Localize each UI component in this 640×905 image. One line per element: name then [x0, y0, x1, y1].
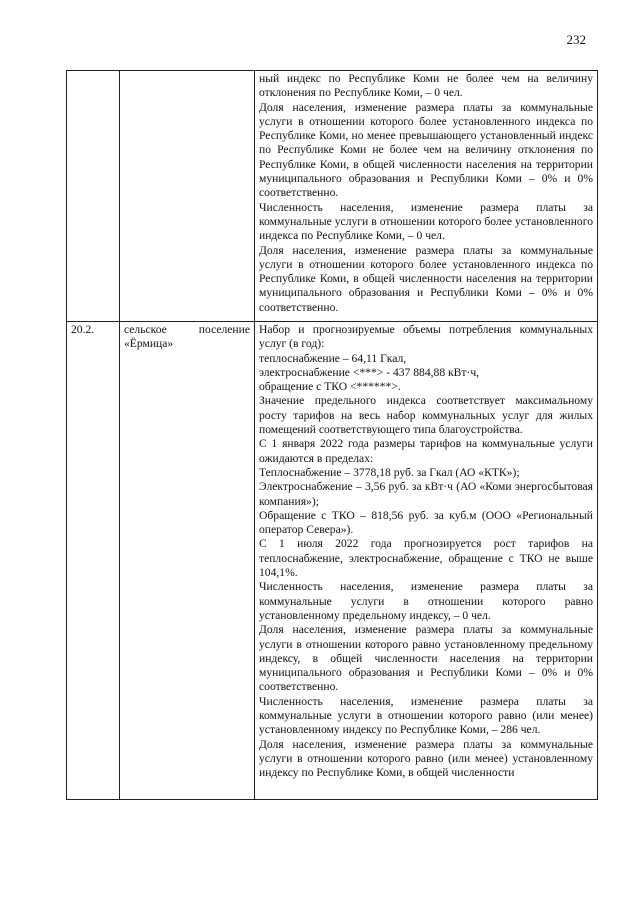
paragraph: электроснабжение <***> - 437 884,88 кВт·ч, — [259, 365, 480, 379]
paragraph: Доля населения, изменение размера платы за коммунальные услуги в отношении которого равно (или менее) установленному индексу по Республике Коми, в общей численности — [259, 737, 593, 780]
paragraph: Численность населения, изменение размера платы за коммунальные услуги в отношении которого равно (или менее) установленному индексу по Республике Коми, – 286 чел. — [259, 694, 593, 737]
paragraph: С 1 июля 2022 года прогнозируется рост тарифов на теплоснабжение, электроснабжение, обращение с ТКО не выше 104,1%. — [259, 537, 593, 580]
paragraph: ный индекс по Республике Коми не более чем на величину отклонения по Республике Коми, – 0 чел. — [259, 72, 593, 100]
paragraph: Доля населения, изменение размера платы за коммунальные услуги в отношении которого равно установленному предельному индексу, в общей численности населения на территории муниципального образования и Республики Коми – 0% и 0% соответственно. — [259, 623, 593, 694]
paragraph: Электроснабжение – 3,56 руб. за кВт·ч (АО «Коми энергосбытовая компания»); — [259, 480, 593, 508]
settlement-name-cell — [120, 322, 255, 800]
document-table — [66, 70, 598, 800]
paragraph: Обращение с ТКО – 818,56 руб. за куб.м (ООО «Региональный оператор Севера»). — [259, 508, 593, 537]
paragraph: Теплоснабжение – 3778,18 руб. за Гкал (АО «КТК»); — [259, 465, 520, 479]
paragraph: С 1 января 2022 года размеры тарифов на коммунальные услуги ожидаются в пределах: — [259, 437, 593, 465]
paragraph: Значение предельного индекса соответствует максимальному росту тарифов на весь набор коммунальных услуг для жилых помещений соответствующего типа благоустройства. — [259, 394, 593, 437]
settlement-name-word: поселение — [198, 323, 250, 336]
paragraph: обращение с ТКО <******>. — [259, 380, 401, 394]
settlement-name-line — [124, 323, 250, 337]
paragraph: Численность населения, изменение размера платы за коммунальные услуги в отношении которого равно установленному предельному индексу, – 0 чел. — [259, 580, 593, 622]
description-cell — [255, 71, 598, 322]
description-cell — [255, 322, 598, 800]
paragraph: Набор и прогнозируемые объемы потребления коммунальных услуг (в год): — [259, 323, 593, 351]
paragraph: теплоснабжение – 64,11 Гкал, — [259, 351, 407, 365]
row-number-cell: 20.2. — [67, 322, 120, 800]
row-number-cell — [67, 71, 120, 322]
paragraph: Доля населения, изменение размера платы за коммунальные услуги в отношении которого более установленного индекса по Республике Коми, но менее превышающего установленный индекс по Республике Коми не более чем на величину отклонения по Республике Коми, в общей численности населения на территории муниципального образования и Республики Коми – 0% и 0% соответственно. — [259, 100, 593, 200]
settlement-name: «Ёрмица» — [124, 337, 174, 351]
table-row — [67, 322, 598, 800]
paragraph: Доля населения, изменение размера платы за коммунальные услуги в отношении которого более установленного индекса по Республике Коми, в общей численности населения на территории муниципального образования и Республики Коми – 0% и 0% соответственно. — [259, 243, 593, 314]
table-row — [67, 71, 598, 322]
settlement-name-cell — [120, 71, 255, 322]
page-number: 232 — [566, 32, 586, 47]
settlement-name-word: сельское — [124, 323, 167, 336]
paragraph: Численность населения, изменение размера платы за коммунальные услуги в отношении которого более установленного индекса по Республике Коми, – 0 чел. — [259, 200, 593, 243]
